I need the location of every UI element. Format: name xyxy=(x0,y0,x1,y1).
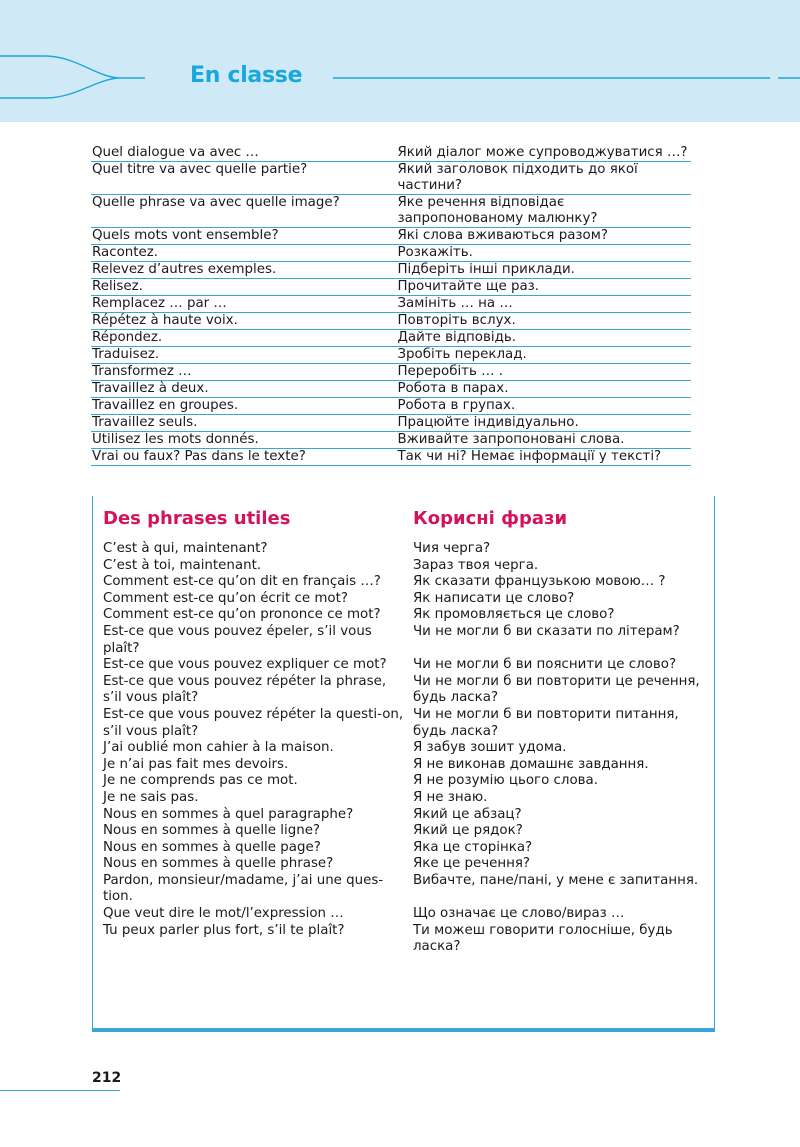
vocab-row xyxy=(91,145,691,162)
vocab-french: Travaillez seuls. xyxy=(92,415,198,430)
vocab-row xyxy=(91,330,691,347)
header-decoration xyxy=(0,0,800,122)
useful-phrases-title-fr: Des phrases utiles xyxy=(103,508,291,529)
vocab-row xyxy=(91,296,691,313)
phrase-ukrainian: Що означає це слово/вираз … xyxy=(412,906,625,922)
vocab-ukrainian: Повторіть вслух. xyxy=(397,313,516,328)
phrase-row xyxy=(103,591,703,608)
phrase-row xyxy=(103,856,703,873)
phrase-ukrainian: Я не виконав домашнє завдання. xyxy=(412,756,649,772)
vocab-row xyxy=(91,195,691,228)
vocab-french: Relevez d’autres exemples. xyxy=(92,262,277,277)
phrase-french: Comment est-ce qu’on prononce ce mot? xyxy=(103,607,381,623)
vocab-ukrainian: Зробіть переклад. xyxy=(397,347,527,362)
phrase-row xyxy=(103,790,703,807)
vocab-row xyxy=(91,415,691,432)
phrase-ukrainian: Яка це сторінка? xyxy=(412,839,533,855)
phrase-ukrainian: Я не розумію цього слова. xyxy=(412,773,599,789)
vocab-row xyxy=(91,313,691,330)
vocab-row xyxy=(91,432,691,449)
phrase-french: Est-ce que vous pouvez épeler, s’il vous plaît? xyxy=(103,623,372,656)
vocab-french: Racontez. xyxy=(92,245,159,260)
phrase-row xyxy=(103,906,703,923)
vocab-ukrainian: Який заголовок підходить до якої частини? xyxy=(397,162,638,193)
phrase-french: Comment est-ce qu’on écrit ce mot? xyxy=(103,590,348,606)
page-number: 212 xyxy=(92,1070,122,1086)
phrase-ukrainian: Чия черга? xyxy=(412,541,491,556)
phrase-row xyxy=(103,757,703,774)
useful-phrases-box-bottom-border xyxy=(92,1028,715,1032)
vocab-row xyxy=(91,262,691,279)
phrase-row xyxy=(103,657,703,674)
vocab-french: Travaillez en groupes. xyxy=(92,398,239,413)
phrase-row xyxy=(103,807,703,824)
phrase-french: Est-ce que vous pouvez répéter la questi-on, s’il vous plaît? xyxy=(103,706,404,739)
phrase-row xyxy=(103,574,703,591)
phrase-ukrainian: Чи не могли б ви сказати по літерам? xyxy=(412,623,680,639)
phrase-row xyxy=(103,873,703,906)
vocab-row xyxy=(91,381,691,398)
vocab-french: Remplacez … par … xyxy=(92,296,227,311)
useful-phrases-list xyxy=(103,541,703,956)
phrase-ukrainian: Який це рядок? xyxy=(412,823,523,839)
vocab-ukrainian: Розкажіть. xyxy=(397,245,473,260)
phrase-ukrainian: Я забув зошит удома. xyxy=(412,740,567,756)
vocab-french: Vrai ou faux? Pas dans le texte? xyxy=(92,449,306,464)
phrase-french: Est-ce que vous pouvez répéter la phrase, s’il vous plaît? xyxy=(103,673,387,706)
page-header-band xyxy=(0,0,800,122)
phrase-row xyxy=(103,823,703,840)
phrase-ukrainian: Чи не могли б ви повторити це речення, будь ласка? xyxy=(412,673,700,706)
vocab-french: Répétez à haute voix. xyxy=(92,313,238,328)
vocab-ukrainian: Робота в групах. xyxy=(397,398,516,413)
phrase-ukrainian: Як промовляється це слово? xyxy=(412,607,615,623)
phrase-french: J’ai oublié mon cahier à la maison. xyxy=(103,740,334,756)
phrase-ukrainian: Яке це речення? xyxy=(412,856,531,872)
phrase-row xyxy=(103,558,703,575)
vocab-ukrainian: Підберіть інші приклади. xyxy=(397,262,575,277)
vocab-row xyxy=(91,449,691,466)
vocab-ukrainian: Які слова вживаються разом? xyxy=(397,228,608,243)
phrase-row xyxy=(103,541,703,558)
phrase-french: Est-ce que vous pouvez expliquer ce mot? xyxy=(103,657,387,673)
phrase-ukrainian: Чи не могли б ви пояснити це слово? xyxy=(412,657,677,673)
phrase-french: Je ne sais pas. xyxy=(103,789,199,805)
useful-phrases-title-uk: Корисні фрази xyxy=(413,508,568,529)
vocab-row xyxy=(91,398,691,415)
vocab-row xyxy=(91,279,691,296)
phrase-row xyxy=(103,923,703,956)
vocab-french: Quel titre va avec quelle partie? xyxy=(92,162,308,177)
section-title: En classe xyxy=(190,63,303,88)
vocab-french: Quels mots vont ensemble? xyxy=(92,228,279,243)
phrase-french: C’est à qui, maintenant? xyxy=(103,541,268,556)
vocab-ukrainian: Робота в парах. xyxy=(397,381,509,396)
phrase-french: Nous en sommes à quelle page? xyxy=(103,839,321,855)
phrase-row xyxy=(103,707,703,740)
phrase-french: Comment est-ce qu’on dit en français …? xyxy=(103,574,381,590)
phrase-row xyxy=(103,674,703,707)
phrase-ukrainian: Ти можеш говорити голосніше, будь ласка? xyxy=(412,922,673,955)
vocab-ukrainian: Замініть … на … xyxy=(397,296,513,311)
phrase-ukrainian: Як сказати французькою мовою… ? xyxy=(412,574,666,590)
phrase-french: Je n’ai pas fait mes devoirs. xyxy=(103,756,289,772)
vocab-row xyxy=(91,347,691,364)
vocab-french: Travaillez à deux. xyxy=(92,381,209,396)
vocab-french: Traduisez. xyxy=(92,347,160,362)
phrase-french: C’est à toi, maintenant. xyxy=(103,557,262,573)
phrase-french: Nous en sommes à quel paragraphe? xyxy=(103,806,354,822)
vocab-french: Quel dialogue va avec … xyxy=(92,145,259,160)
phrase-ukrainian: Зараз твоя черга. xyxy=(412,557,539,573)
vocab-ukrainian: Переробіть … . xyxy=(397,364,504,379)
vocab-row xyxy=(91,228,691,245)
vocab-row xyxy=(91,162,691,195)
phrase-row xyxy=(103,840,703,857)
phrase-french: Nous en sommes à quelle phrase? xyxy=(103,856,334,872)
vocab-french: Relisez. xyxy=(92,279,143,294)
page-number-rule xyxy=(0,1090,120,1091)
vocab-ukrainian: Яке речення відповідає запропонованому малюнку? xyxy=(397,195,598,226)
phrase-french: Pardon, monsieur/madame, j’ai une ques-tion. xyxy=(103,872,384,905)
vocab-row xyxy=(91,245,691,262)
phrase-french: Je ne comprends pas ce mot. xyxy=(103,773,298,789)
vocab-ukrainian: Прочитайте ще раз. xyxy=(397,279,540,294)
vocab-ukrainian: Так чи ні? Немає інформації у тексті? xyxy=(397,449,662,464)
vocab-french: Transformez … xyxy=(92,364,192,379)
phrase-row xyxy=(103,773,703,790)
phrase-ukrainian: Вибачте, пане/пані, у мене є запитання. xyxy=(412,872,699,888)
phrase-ukrainian: Який це абзац? xyxy=(412,806,522,822)
classroom-vocabulary-table xyxy=(91,145,691,466)
vocab-ukrainian: Дайте відповідь. xyxy=(397,330,516,345)
vocab-french: Répondez. xyxy=(92,330,163,345)
phrase-row xyxy=(103,624,703,657)
vocab-ukrainian: Вживайте запропоновані слова. xyxy=(397,432,625,447)
phrase-ukrainian: Як написати це слово? xyxy=(412,590,575,606)
vocab-row xyxy=(91,364,691,381)
vocab-ukrainian: Працюйте індивідуально. xyxy=(397,415,579,430)
phrase-french: Nous en sommes à quelle ligne? xyxy=(103,823,321,839)
phrase-row xyxy=(103,740,703,757)
phrase-ukrainian: Чи не могли б ви повторити питання, будь ласка? xyxy=(412,706,679,739)
vocab-ukrainian: Який діалог може супроводжуватися …? xyxy=(397,145,688,160)
phrase-french: Que veut dire le mot/l’expression … xyxy=(103,906,344,922)
phrase-row xyxy=(103,607,703,624)
vocab-french: Quelle phrase va avec quelle image? xyxy=(92,195,340,210)
phrase-ukrainian: Я не знаю. xyxy=(412,789,488,805)
phrase-french: Tu peux parler plus fort, s’il te plaît? xyxy=(103,922,345,938)
vocab-french: Utilisez les mots donnés. xyxy=(92,432,259,447)
